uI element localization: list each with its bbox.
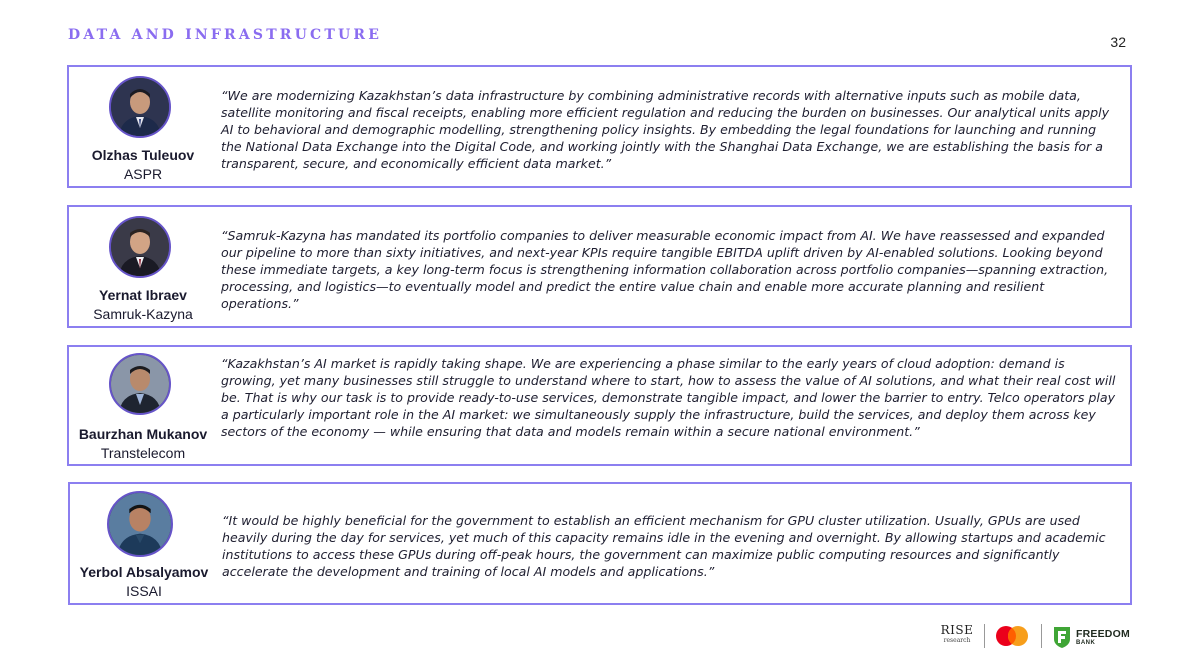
logo-divider (984, 624, 985, 648)
partner-logos (940, 622, 1132, 652)
speaker-organization: ASPR (123, 166, 163, 182)
page-number: 32 (1110, 34, 1126, 50)
speaker-name: Yernat Ibraev (99, 287, 187, 303)
speaker-organization: Transtelecom (100, 445, 186, 461)
section-title: DATA AND INFRASTRUCTURE (68, 27, 383, 43)
speaker-block (69, 67, 217, 186)
speaker-organization: ISSAI (126, 583, 162, 599)
testimonial-card-ibraev (67, 205, 1132, 328)
logo-divider (1041, 624, 1042, 648)
rise-research-logo (940, 624, 974, 644)
rise-logo-text: RISE (940, 623, 974, 637)
person-photo-icon (109, 216, 171, 278)
testimonial-card-absalyamov (68, 482, 1132, 605)
mastercard-logo-icon (994, 625, 1030, 647)
person-photo-icon (109, 76, 171, 138)
testimonial-quote: “Samruk-Kazyna has mandated its portfolio companies to deliver measurable economic impact from AI. We have reassessed and expanded our pipeline to more than sixty initiatives, and next-year KPIs require tangible EBITDA uplift driven by AI-enabled solutions. Looking beyond these immediate targets, a key long-term focus is strengthening information collaboration across portfolio companies—spanning extraction, processing, and logistics—to eventually model and predict the entire value chain and enable more accurate planning and resilient operations.” (221, 228, 1109, 311)
testimonial-quote: “It would be highly beneficial for the government to establish an efficient mechanism for GPU cluster utilization. Usually, GPUs are used heavily during the day for services, yet much of this capacity remains idle in the evening and overnight. By allowing startups and academic institutions to access these GPUs during off-peak hours, the government can maximize public computing resources and significantly accelerate the development and training of local AI models and applications.” (222, 513, 1106, 579)
freedom-bank-logo-icon (1052, 625, 1132, 649)
speaker-block (69, 347, 217, 464)
testimonial-card-tuleuov (67, 65, 1132, 188)
freedom-logo-subtext: BANK (1076, 640, 1096, 646)
testimonial-quote: “Kazakhstan’s AI market is rapidly taking shape. We are experiencing a phase similar to the early years of cloud adoption: demand is growing, yet many businesses still struggle to understand where to start, how to assess the value of AI solutions, and what their real cost will be. That is why our task is to provide ready-to-use services, demonstrate tangible impact, and lower the barrier to entry. Telco operators play a particularly important role in the AI market: we simultaneously supply the infrastructure, build the services, and deploy them across key sectors of the economy — while ensuring that data and models remain within a secure national environment.” (221, 356, 1116, 439)
speaker-block (69, 207, 217, 326)
testimonial-quote: “We are modernizing Kazakhstan’s data infrastructure by combining administrative records with alternative inputs such as mobile data, satellite monitoring and fiscal receipts, enabling more efficient regulation and reducing the burden on businesses. Our analytical units apply AI to behavioral and demographic modelling, strengthening policy insights. By embedding the legal foundations for launching and running the National Data Exchange into the Digital Code, and working jointly with the Shanghai Data Exchange, we are establishing the basis for a transparent, secure, and economically efficient data market.” (221, 88, 1110, 171)
freedom-logo-text: FREEDOM (1076, 628, 1130, 640)
person-photo-icon (109, 353, 171, 415)
speaker-organization: Samruk-Kazyna (93, 306, 193, 322)
testimonial-card-mukanov (67, 345, 1132, 466)
person-photo-icon (107, 491, 173, 557)
speaker-name: Baurzhan Mukanov (78, 426, 208, 442)
speaker-block (70, 484, 218, 603)
rise-logo-subtext: research (943, 637, 971, 644)
speaker-name: Olzhas Tuleuov (91, 147, 195, 163)
speaker-name: Yerbol Absalyamov (79, 564, 209, 580)
